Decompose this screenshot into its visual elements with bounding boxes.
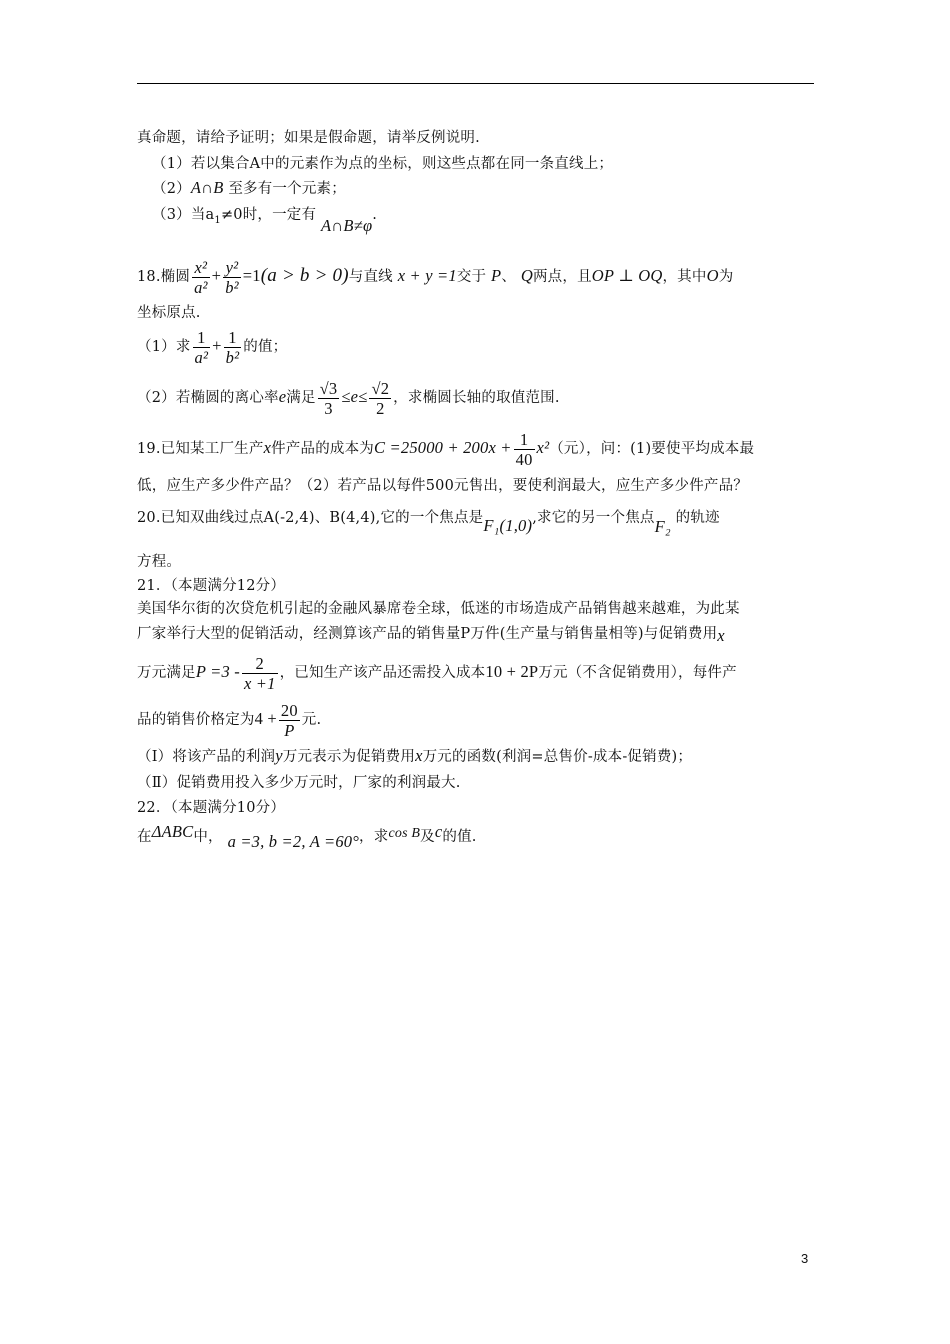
q21-line2: 厂家举行大型的促销活动，经测算该产品的销售量P万件(生产量与销售量相等)与促销费用x	[137, 626, 725, 645]
math-a-intersect-b-nonempty: A∩B≠φ	[321, 216, 373, 235]
q21-line1: 美国华尔街的次贷危机引起的金融风暴席卷全球，低迷的市场造成产品销售越来越难，为此某	[137, 601, 740, 617]
q17-part2: （2）A∩B 至多有一个元素；	[152, 178, 346, 197]
q19-statement: 19.已知某工厂生产x件产品的成本为C =25000 + 200x + $\frac{1}{40}$ x²（元），问：(1)要使平均成本最	[137, 429, 755, 469]
q17-intro: 真命题，请给予证明；如果是假命题，请举反例说明.	[137, 130, 480, 146]
q19-statement-cont: 低，应生产多少件产品？（2）若产品以每件500元售出，要使利润最大，应生产多少件产品？	[137, 478, 748, 494]
q21-line4: 品的销售价格定为4 + $\frac{20}{P}$ 元.	[137, 700, 322, 740]
header-rule	[137, 83, 814, 84]
q21-part2: （Ⅱ）促销费用投入多少万元时，厂家的利润最大.	[137, 775, 461, 791]
page-number: 3	[801, 1251, 809, 1266]
q20-statement: 20.已知双曲线过点A(-2,4)、B(4,4),它的一个焦点是F₁(1,0),求它的另一个焦点F₂ 的轨迹	[137, 510, 720, 536]
q21-part1: （Ⅰ）将该产品的利润y万元表示为促销费用x万元的函数(利润=总售价-成本-促销费)；	[137, 746, 693, 765]
q18-part2: （2）若椭圆的离心率e满足 $\frac{√3}{3}$ ≤e≤ $\frac{√2}{2}$ ，求椭圆长轴的取值范围.	[137, 378, 560, 418]
q22-heading: 22．（本题满分10分）	[137, 800, 286, 816]
q18-statement: 18.椭圆 $\frac{\text{x²}}{\text{a²}}$ + $\frac{\text{y²}}{\text{b²}}$ =1(a > b > 0)与直线 x + y =1交于 P、 Q两点，且OP ⊥ OQ，其中O为	[137, 257, 734, 297]
q21-line3: 万元满足P =3 - $\frac{2}{x +1}$ ，已知生产该产品还需投入成本10 + 2P万元（不含促销费用），每件产	[137, 653, 737, 693]
fraction-y2-b2: $\frac{\text{y²}}{\text{b²}}$	[225, 257, 239, 297]
fraction-x2-a2: $\frac{\text{x²}}{\text{a²}}$	[194, 257, 208, 297]
q22-statement: 在ΔABC中， a =3, b =2, A =60°，求cos B及c的值.	[137, 822, 477, 851]
q17-part3: （3）当$a_1\ne 0$时，一定有 A∩B≠φ.	[152, 207, 378, 235]
q21-heading: 21．（本题满分12分）	[137, 578, 286, 594]
q18-statement-cont: 坐标原点.	[137, 305, 201, 321]
q18-part1: （1）求 $\frac{1}{\text{a²}}$ + $\frac{1}{\text{b²}}$ 的值；	[137, 327, 288, 367]
q20-statement-cont: 方程。	[137, 554, 182, 570]
math-a-intersect-b: A∩B	[190, 178, 224, 197]
q17-part1: （1）若以集合A中的元素作为点的坐标，则这些点都在同一条直线上；	[152, 156, 614, 172]
